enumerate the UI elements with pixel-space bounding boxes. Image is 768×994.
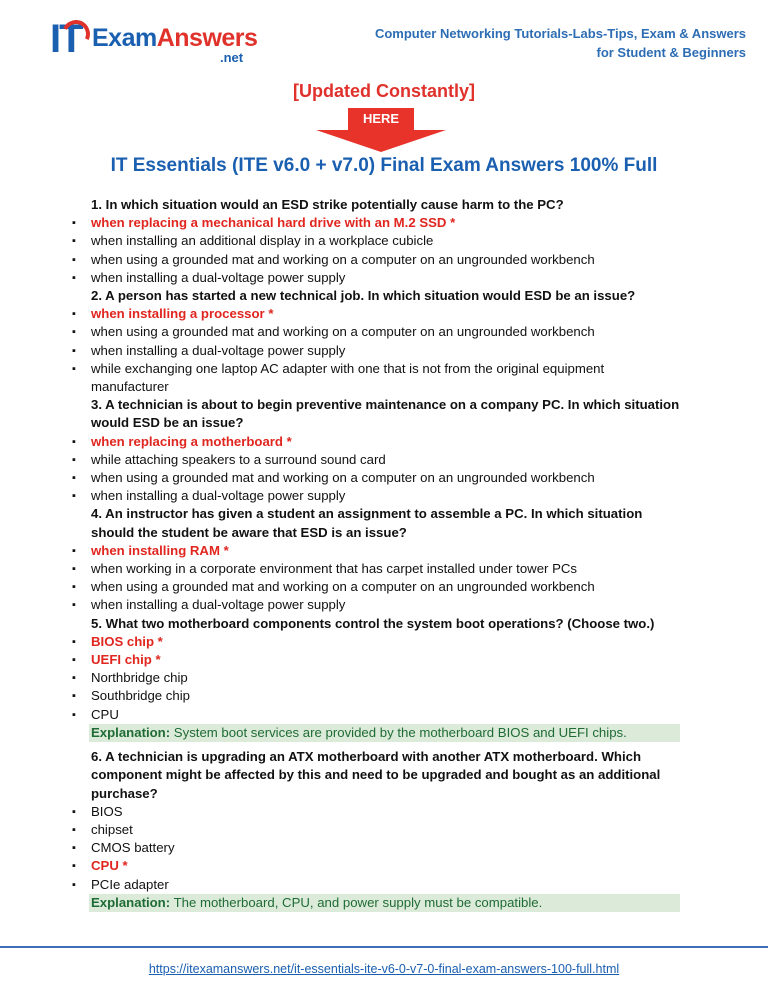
question-text: 5. What two motherboard components control the system boot operations? (Choose two.): [91, 615, 655, 631]
tagline-line-2: for Student & Beginners: [596, 45, 746, 60]
tagline-line-1: Computer Networking Tutorials-Labs-Tips, Exam & Answers: [374, 26, 746, 41]
answer-option: ▪ chipset: [0, 821, 768, 839]
explanation-box: [89, 724, 680, 742]
logo-net-text: .net: [220, 50, 244, 65]
answer-option-continuation: manufacturer: [91, 379, 169, 395]
question-text: would ESD be an issue?: [91, 415, 244, 431]
site-logo[interactable]: [50, 18, 260, 64]
answer-option: ▪ when using a grounded mat and working on a computer on an ungrounded workbench: [0, 469, 768, 487]
here-arrow-head: [316, 130, 446, 152]
answer-option-correct: ▪ UEFI chip *: [0, 651, 768, 669]
question-text: component might be affected by this and need to be upgraded and bought as an additional: [91, 767, 661, 783]
logo-it-text: IT: [50, 17, 82, 61]
logo-exam-text: Exam: [92, 24, 157, 52]
answer-option-correct: ▪ when installing a processor *: [0, 305, 768, 323]
here-label: HERE: [362, 111, 400, 126]
answer-option-correct: ▪ when replacing a motherboard *: [0, 433, 768, 451]
explanation-box: [89, 894, 680, 912]
answer-option: ▪ when using a grounded mat and working on a computer on an ungrounded workbench: [0, 251, 768, 269]
answer-option: ▪ PCIe adapter: [0, 876, 768, 894]
answer-option-correct: ▪ when installing RAM *: [0, 542, 768, 560]
answer-option: ▪ while attaching speakers to a surround sound card: [0, 451, 768, 469]
explanation-text: The motherboard, CPU, and power supply must be compatible.: [170, 894, 543, 910]
question-text: 1. In which situation would an ESD strike potentially cause harm to the PC?: [91, 197, 564, 212]
explanation-label: Explanation:: [91, 894, 171, 910]
answer-option: ▪ CPU: [0, 706, 768, 724]
answer-option: ▪ BIOS: [0, 803, 768, 821]
logo-answers-text: Answers: [156, 24, 258, 52]
answer-option: ▪ when using a grounded mat and working on a computer on an ungrounded workbench: [0, 323, 768, 341]
answer-option: ▪ when installing a dual-voltage power supply: [0, 342, 768, 360]
answer-option: ▪ when installing a dual-voltage power supply: [0, 487, 768, 505]
explanation-text: System boot services are provided by the motherboard BIOS and UEFI chips.: [170, 724, 627, 740]
answer-option: ▪ when working in a corporate environment that has carpet installed under tower PCs: [0, 560, 768, 578]
answer-option: ▪ when using a grounded mat and working on a computer on an ungrounded workbench: [0, 578, 768, 596]
question-text: 3. A technician is about to begin preventive maintenance on a company PC. In which situation: [91, 397, 680, 413]
footer-divider: [0, 946, 768, 948]
logo-name: [92, 24, 257, 52]
page-title: IT Essentials (ITE v6.0 + v7.0) Final Exam Answers 100% Full: [110, 155, 658, 176]
answer-option: ▪ while exchanging one laptop AC adapter with one that is not from the original equipment: [0, 360, 768, 378]
explanation-label: Explanation:: [91, 724, 171, 740]
answer-option: ▪ Southbridge chip: [0, 687, 768, 705]
question-text: 2. A person has started a new technical job. In which situation would ESD be an issue?: [91, 288, 636, 304]
footer-link[interactable]: https://itexamanswers.net/it-essentials-ite-v6-0-v7-0-final-exam-answers-100-full.html: [148, 962, 620, 976]
answer-option: ▪ when installing an additional display in a workplace cubicle: [0, 232, 768, 250]
answer-option: ▪ when installing a dual-voltage power supply: [0, 269, 768, 287]
answer-option: ▪ Northbridge chip: [0, 669, 768, 687]
answer-option-correct: ▪ when replacing a mechanical hard drive with an M.2 SSD *: [0, 214, 768, 232]
answer-option-correct: ▪ CPU *: [0, 857, 768, 875]
updated-banner: [Updated Constantly]: [293, 81, 475, 101]
question-text: 4. An instructor has given a student an assignment to assemble a PC. In which situation: [91, 506, 643, 522]
here-arrow-icon: [316, 108, 446, 152]
answer-option: ▪ CMOS battery: [0, 839, 768, 857]
question-text: should the student be aware that ESD is an issue?: [91, 524, 407, 540]
questions-list: [0, 196, 768, 912]
site-tagline: [326, 24, 746, 62]
answer-option: ▪ when installing a dual-voltage power supply: [0, 596, 768, 614]
question-text: 6. A technician is upgrading an ATX motherboard with another ATX motherboard. Which: [91, 749, 641, 765]
question-text: purchase?: [91, 785, 158, 801]
answer-option-correct: ▪ BIOS chip *: [0, 633, 768, 651]
